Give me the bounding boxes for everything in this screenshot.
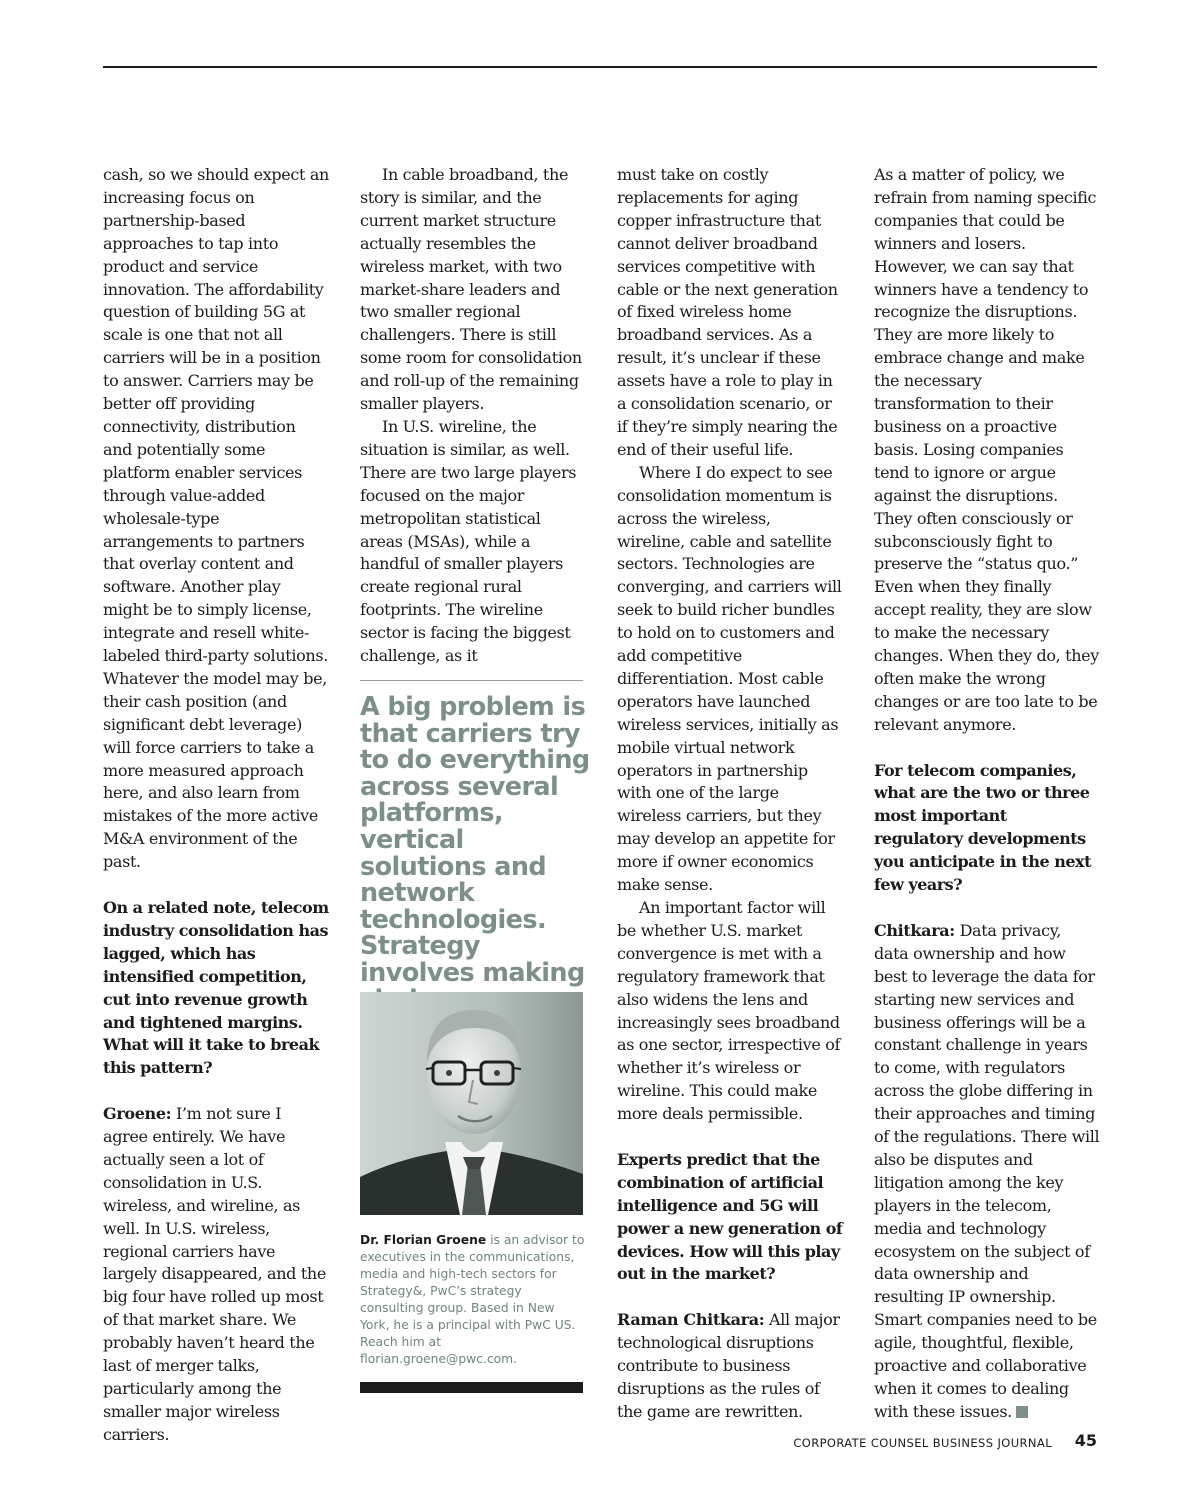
top-rule (103, 66, 1097, 68)
body-paragraph: must take on costly replacements for aging copper infrastructure that cannot deliver broadband services competitive with cable or the next generation of fixed wireless home broadband services. As a result, it’s unclear if these assets have a role to play in a consolidation scenario, or if they’re simply nearing the end of their useful life. (617, 165, 838, 459)
body-paragraph: An important factor will be whether U.S. market convergence is met with a regulatory framework that also widens the lens and increasingly sees broadband as one sector, irrespective of whether it’s wireless or wireline. This could make more deals permissible. (617, 898, 841, 1124)
body-paragraph: In cable broadband, the story is similar, and the current market structure actually resembles the wireless market, with two market-share leaders and two smaller regional challengers. There is still some room for consolidation and roll-up of the remaining smaller players. (360, 165, 582, 414)
bio-bottom-bar (360, 1382, 583, 1393)
article-column-2 (360, 164, 586, 668)
publication-name: CORPORATE COUNSEL BUSINESS JOURNAL (793, 1436, 1052, 1450)
pull-quote: A big problem is that carriers try to do everything across several platforms, vertical solutions and network technologies. Strategy involves making (360, 692, 590, 988)
author-portrait (360, 992, 583, 1215)
speaker-name: Groene: (103, 1104, 172, 1124)
author-bio-text: is an advisor to executives in the communications, media and high-tech sectors for Strategy&, PwC’s strategy consulting group. Based in New York, he is a principal with PwC US. Reach him at florian.groene@pwc.com. (360, 1233, 585, 1366)
author-bio (360, 1232, 586, 1368)
answer-text: All major technological disruptions contribute to business disruptions as the rules of the game are rewritten. (617, 1310, 840, 1421)
interview-question: Experts predict that the combination of artificial intelligence and 5G will power a new generation of devices. How will this play out in the market? (617, 1149, 843, 1284)
answer-paragraph (874, 920, 1100, 1424)
answer-text: I’m not sure I agree entirely. We have actually seen a lot of consolidation in U.S. wireless, and wireline, as well. In U.S. wireless, regional carriers have largely disappeared, and the big four have rolled up most of that market share. We probably haven’t heard the last of merger talks, particularly among the smaller major wireless carriers. (103, 1104, 326, 1444)
interview-question: On a related note, telecom industry consolidation has lagged, which has intensified competition, cut into revenue growth and tightened margins. What will it take to break this pattern? (103, 897, 329, 1078)
page-number: 45 (1074, 1431, 1097, 1450)
answer-text: Data privacy, data ownership and how best to leverage the data for starting new services and business offerings will be a constant challenge in years to come, with regulators across the globe differing in their approaches and timing of the regulations. There will also be disputes and litigation among the key players in the telecom, media and technology ecosystem on the subject of data ownership and resulting IP ownership. Smart companies need to be agile, thoughtful, flexible, proactive and collaborative when it comes to dealing with these issues. (874, 920, 1100, 1421)
article-column-1 (103, 164, 329, 1447)
body-paragraph: As a matter of policy, we refrain from naming specific companies that could be winners and losers. However, we can say that winners have a tendency to recognize the disruptions. They are more likely to embrace change and make the necessary transformation to their business on a proactive basis. Losing companies tend to ignore or argue against the disruptions. They often consciously or subconsciously fight to preserve the “status quo.” Even when they finally accept reality, they are slow to make the necessary changes. When they do, they often make the wrong changes or are too late to be relevant anymore. (874, 165, 1099, 734)
body-paragraph: cash, so we should expect an increasing focus on partnership-based approaches to tap into product and service innovation. The affordability question of building 5G at scale is one that not all carriers will be in a position to answer. Carriers may be better off providing connectivity, distribution and potentially some platform enabler services through value-added wholesale-type arrangements to partners that overlay content and software. Another play might be to simply license, integrate and resell white-labeled third-party solutions. Whatever the model may be, their cash position (and significant debt leverage) will force carriers to take a more measured approach here, and also learn from mistakes of the more active M&A environment of the past. (103, 165, 329, 872)
answer-paragraph (103, 1103, 329, 1447)
answer-paragraph (617, 1309, 843, 1424)
speaker-name: Chitkara: (874, 920, 955, 940)
article-column-4 (874, 164, 1100, 1424)
end-of-article-icon (1016, 1406, 1028, 1418)
body-paragraph: Where I do expect to see consolidation momentum is across the wireless, wireline, cable and satellite sectors. Technologies are converging, and carriers will seek to build richer bundles to hold on to customers and add competitive differentiation. Most cable operators have launched wireless services, initially as mobile virtual network operators in partnership with one of the large wireless carriers, but they may develop an appetite for more if owner economics make sense. (617, 462, 842, 895)
author-name: Dr. Florian Groene (360, 1233, 487, 1247)
interview-question: For telecom companies, what are the two or three most important regulatory developments you anticipate in the next few years? (874, 760, 1091, 895)
body-paragraph: In U.S. wireline, the situation is similar, as well. There are two large players focused on the major metropolitan statistical areas (MSAs), while a handful of smaller players create regional rural footprints. The wireline sector is facing the biggest challenge, as it (360, 416, 577, 666)
pullquote-divider (360, 680, 583, 681)
article-column-3 (617, 164, 843, 1424)
speaker-name: Raman Chitkara: (617, 1310, 765, 1330)
